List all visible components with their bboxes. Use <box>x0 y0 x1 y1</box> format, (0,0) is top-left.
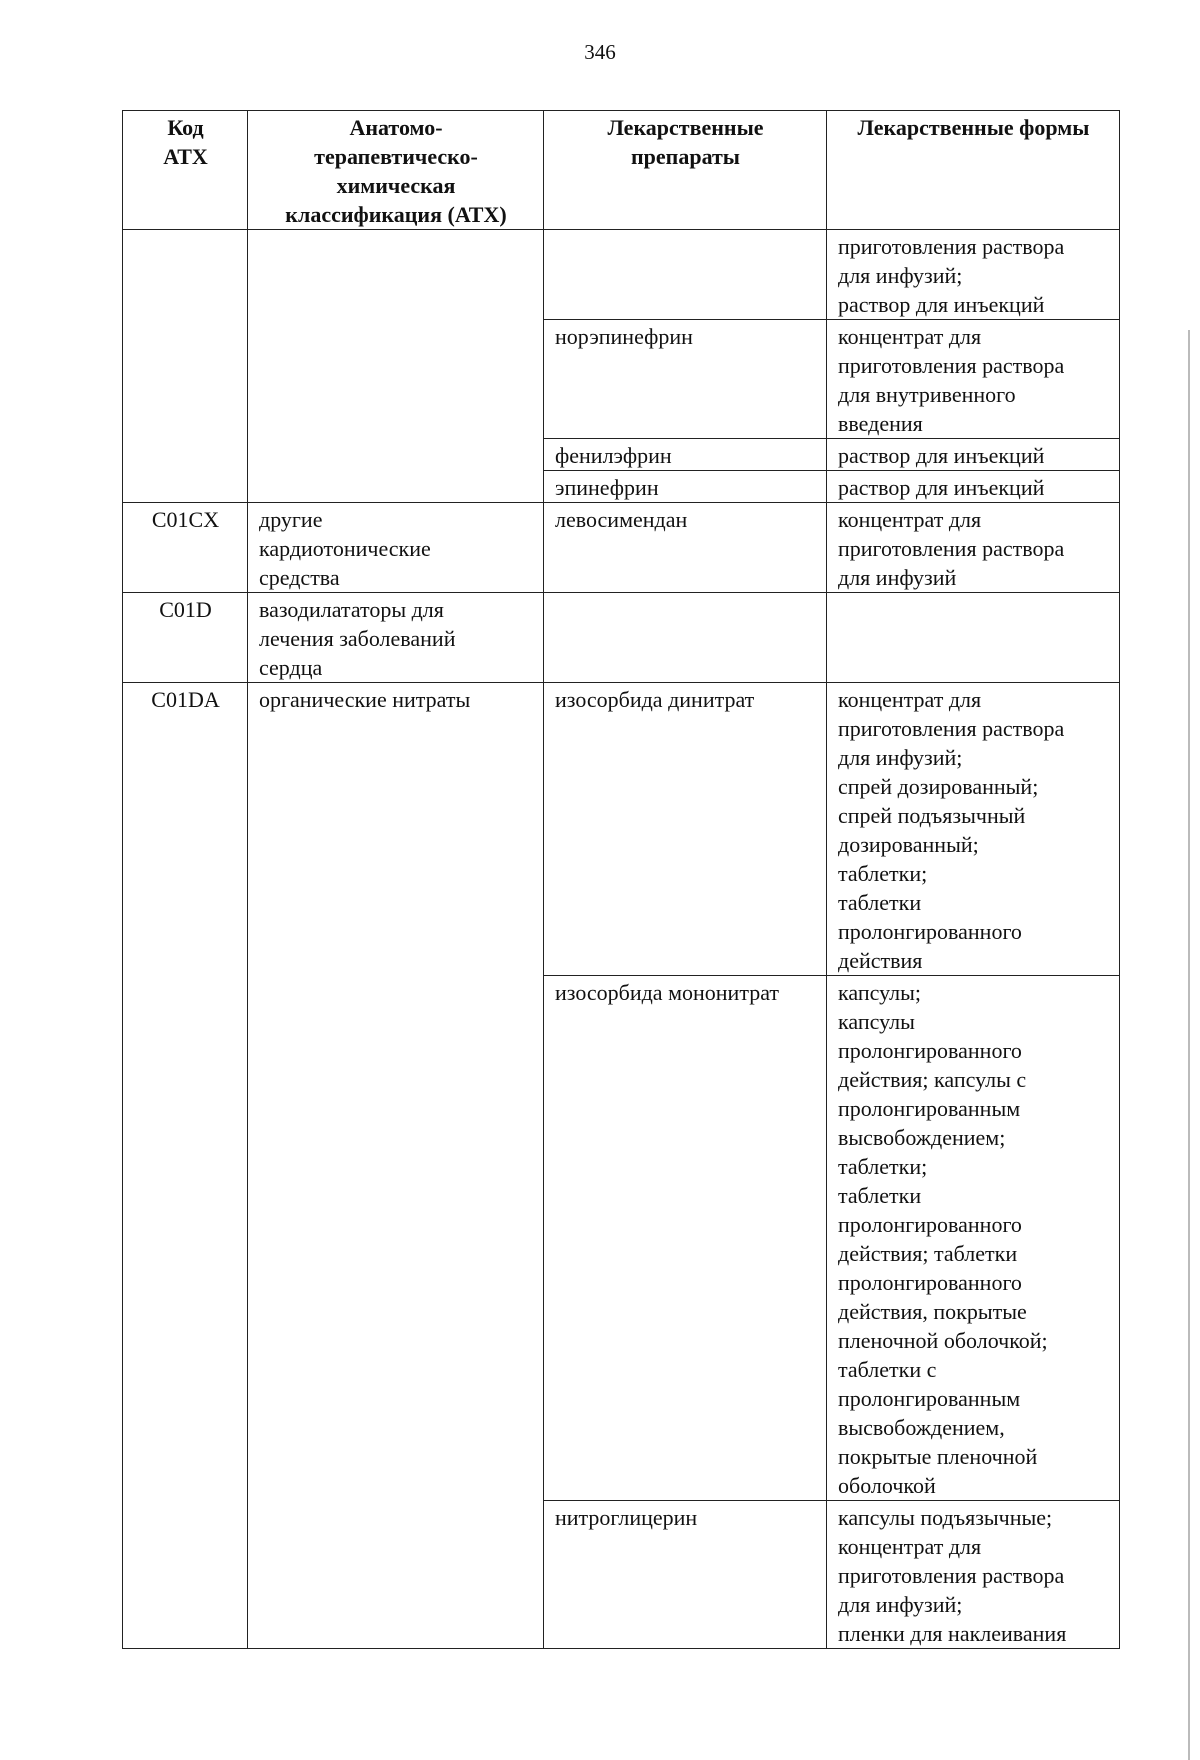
table-row <box>123 683 1120 976</box>
header-code: Код АТХ <box>123 111 248 230</box>
classification-cell: органические нитраты <box>248 683 544 1649</box>
table-row <box>123 503 1120 593</box>
drug-cell: норэпинефрин <box>544 320 827 439</box>
header-classification: Анатомо- терапевтическо- химическая классификация (АТХ) <box>248 111 544 230</box>
header-forms: Лекарственные формы <box>827 111 1120 230</box>
code-cell <box>123 230 248 503</box>
page-number: 346 <box>584 40 616 64</box>
drug-cell: изосорбида динитрат <box>544 683 827 976</box>
code-cell: C01CX <box>123 503 248 593</box>
drug-cell: фенилэфрин <box>544 439 827 471</box>
forms-cell: капсулы; капсулы пролонгированного действия; капсулы с пролонгированным высвобождением; таблетки; таблетки пролонгированного действия; таблетки пролонгированного действия, покрытые пленочной оболочкой; таблетки с пролонгированным высвобождением, покрытые пленочной оболочкой <box>827 976 1120 1501</box>
forms-cell: концентрат для приготовления раствора для инфузий <box>827 503 1120 593</box>
forms-cell: приготовления раствора для инфузий; раствор для инъекций <box>827 230 1120 320</box>
drug-cell: изосорбида мононитрат <box>544 976 827 1501</box>
drug-cell: нитроглицерин <box>544 1501 827 1649</box>
classification-cell: другие кардиотонические средства <box>248 503 544 593</box>
forms-cell: концентрат для приготовления раствора для внутривенного введения <box>827 320 1120 439</box>
classification-cell: вазодилататоры для лечения заболеваний сердца <box>248 593 544 683</box>
table-row <box>123 593 1120 683</box>
drug-cell <box>544 593 827 683</box>
classification-cell <box>248 230 544 503</box>
code-cell: C01D <box>123 593 248 683</box>
scan-edge-line <box>1188 330 1190 1760</box>
drug-cell: эпинефрин <box>544 471 827 503</box>
forms-cell <box>827 593 1120 683</box>
drug-cell: левосимендан <box>544 503 827 593</box>
table-row <box>123 230 1120 320</box>
code-cell: C01DA <box>123 683 248 1649</box>
table-header-row <box>123 111 1120 230</box>
forms-cell: раствор для инъекций <box>827 471 1120 503</box>
forms-cell: капсулы подъязычные; концентрат для приготовления раствора для инфузий; пленки для наклеивания <box>827 1501 1120 1649</box>
drug-cell <box>544 230 827 320</box>
atc-table <box>122 110 1120 1649</box>
forms-cell: раствор для инъекций <box>827 439 1120 471</box>
forms-cell: концентрат для приготовления раствора для инфузий; спрей дозированный; спрей подъязычный дозированный; таблетки; таблетки пролонгированного действия <box>827 683 1120 976</box>
header-drugs: Лекарственные препараты <box>544 111 827 230</box>
